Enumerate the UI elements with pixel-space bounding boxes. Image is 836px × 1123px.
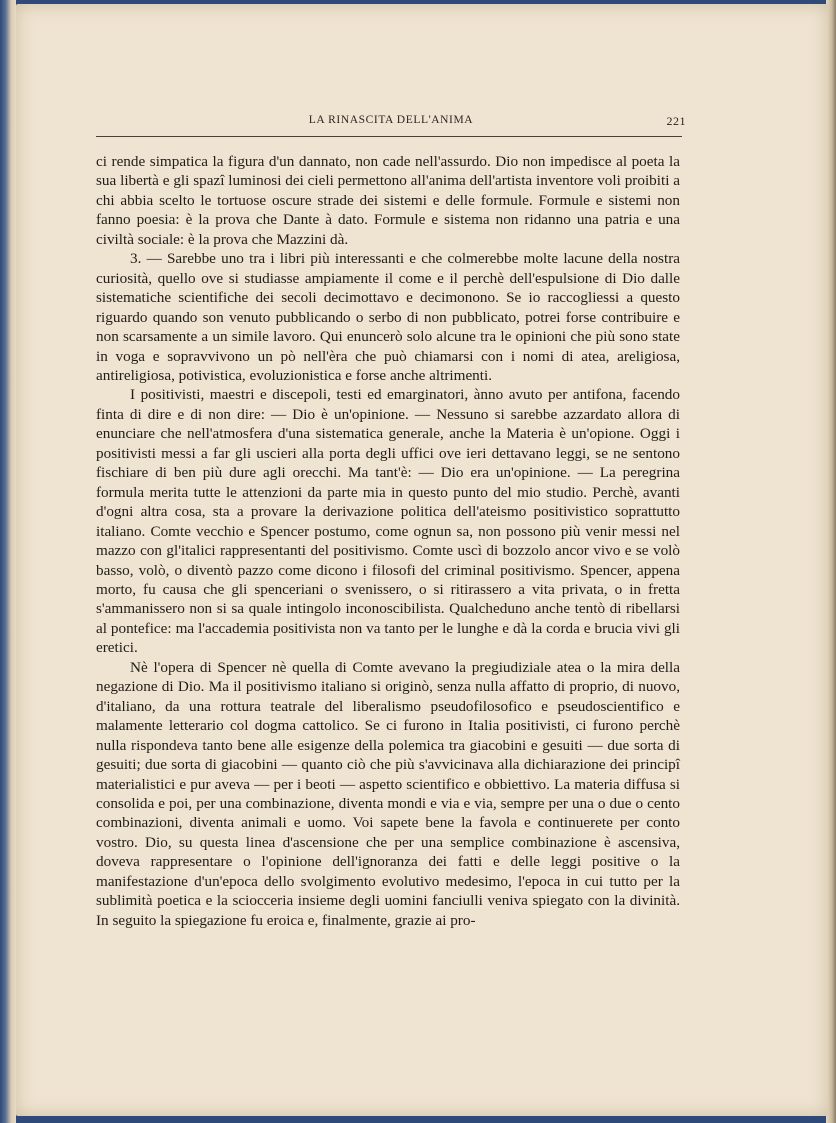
running-title: LA RINASCITA DELL'ANIMA — [308, 114, 474, 126]
page-number: 221 — [666, 114, 686, 128]
paragraph-positivisti: I positivisti, maestri e discepoli, testi ed emarginatori, ànno avuto per antifona, facendo finta di dire e di non dire: — Dio è un'opinione. — Nessuno si sarebbe azzardato allora di enunciare che nell'atmosfera d'una sistematica generale, anche la Materia è un'opione. Oggi i positivisti messi a far gli uscieri alla porta degli uffici ove ieri dettavano leggi, se ne sentono fischiare di ben più dure agli orecchi. Ma tant'è: — Dio era un'opinione. — La peregrina formula merita tutte le attenzioni da parte mia in questo punto del mio studio. Perchè, avanti d'ogni altra cosa, sta a provare la derivazione politica dell'ateismo positivistico soprattutto italiano. Comte vecchio e Spencer postumo, come ognun sa, non possono più venir messi nel mazzo con gl'italici rappresentanti del positivismo. Comte uscì di bozzolo ancor vivo e se volò basso, volò, o diventò pazzo come dicono i filosofi del criminal positivismo. Spencer, appena morto, fu causa che gli spenceriani o svenissero, o si ritirassero a vita privata, o in fretta s'ammanissero non si sa quale intingolo inconoscibilista. Qualcheduno anche tentò di ribellarsi al pontefice: ma l'accademia positivista non va tanto per le lunghe e dà la corda e brucia vivi gli eretici. — [96, 386, 680, 657]
paragraph-continuation: ci rende simpatica la figura d'un dannato, non cade nell'assurdo. Dio non impedisce al poeta la sua libertà e gli spazî luminosi dei cieli permettono all'anima dell'artista inventore voli proibiti a chi abbia scelto le tortuose oscure strade dei sistemi e delle formule. Formule e sistemi non fanno poesia: è la prova che Dante à dato. Formule e sistema non ridanno una patria e una civiltà sociale: è la prova che Mazzini dà. — [96, 153, 680, 248]
paragraph-section-3: 3. — Sarebbe uno tra i libri più interessanti e che colmerebbe molte lacune della nostra curiosità, quello ove si studiasse ampiamente il come e il perchè dell'espulsione di Dio dalle sistematiche scientifiche dei secoli decimottavo e decimonono. Se io raccogliessi a questo riguardo quando son venuto pubblicando o serbo di non pubblicato, potrei forse contribuire e non scarsamente a un simile lavoro. Qui enuncerò solo alcune tra le opinioni che più sono state in voga e sopravvivono un pò nell'èra che può chiamarsi con i nomi di atea, areligiosa, antireligiosa, potivistica, evoluzionistica e forse anche altrimenti. — [96, 250, 680, 384]
body-text — [96, 152, 680, 930]
binding-edge — [0, 0, 16, 1123]
paragraph-spencer-comte: Nè l'opera di Spencer nè quella di Comte avevano la pregiudiziale atea o la mira della negazione di Dio. Ma il positivismo italiano si originò, senza nulla affatto di proprio, di nuovo, d'italiano, da una rottura teatrale del liberalismo pseudofilosofico e pseudoscientifico e malamente letterario col dogma cattolico. Se ci furono in Italia positivisti, ci furono perchè nulla rispondeva tanto bene alle esigenze della polemica tra giacobini e gesuiti — due sorta di gesuiti; due sorta di giacobini — quanto ciò che più s'avvicinava alla dichiarazione dei principî materialistici e pur aveva — per i beoti — aspetto scientifico e obbiettivo. La materia diffusa si consolida e poi, per una combinazione, diventa mondi e via e via, sempre per una o due o cento combinazioni, diventa animali e uomo. Voi sapete bene la favola e continuerete per conto vostro. Dio, su questa linea d'ascensione che per una semplice combinazione è ascensiva, doveva rappresentare o l'opinione dell'ignoranza dei fatti e delle leggi positive o la manifestazione d'un'epoca dello svolgimento evolutivo medesimo, l'epoca in cui tutto per la sublimità poetica e la sciocceria insieme degli uomini fanciulli veniva spiegato con la divinità. In seguito la spiegazione fu eroica e, finalmente, grazie ai pro- — [96, 658, 680, 929]
running-head — [96, 114, 686, 132]
header-rule — [96, 136, 682, 137]
